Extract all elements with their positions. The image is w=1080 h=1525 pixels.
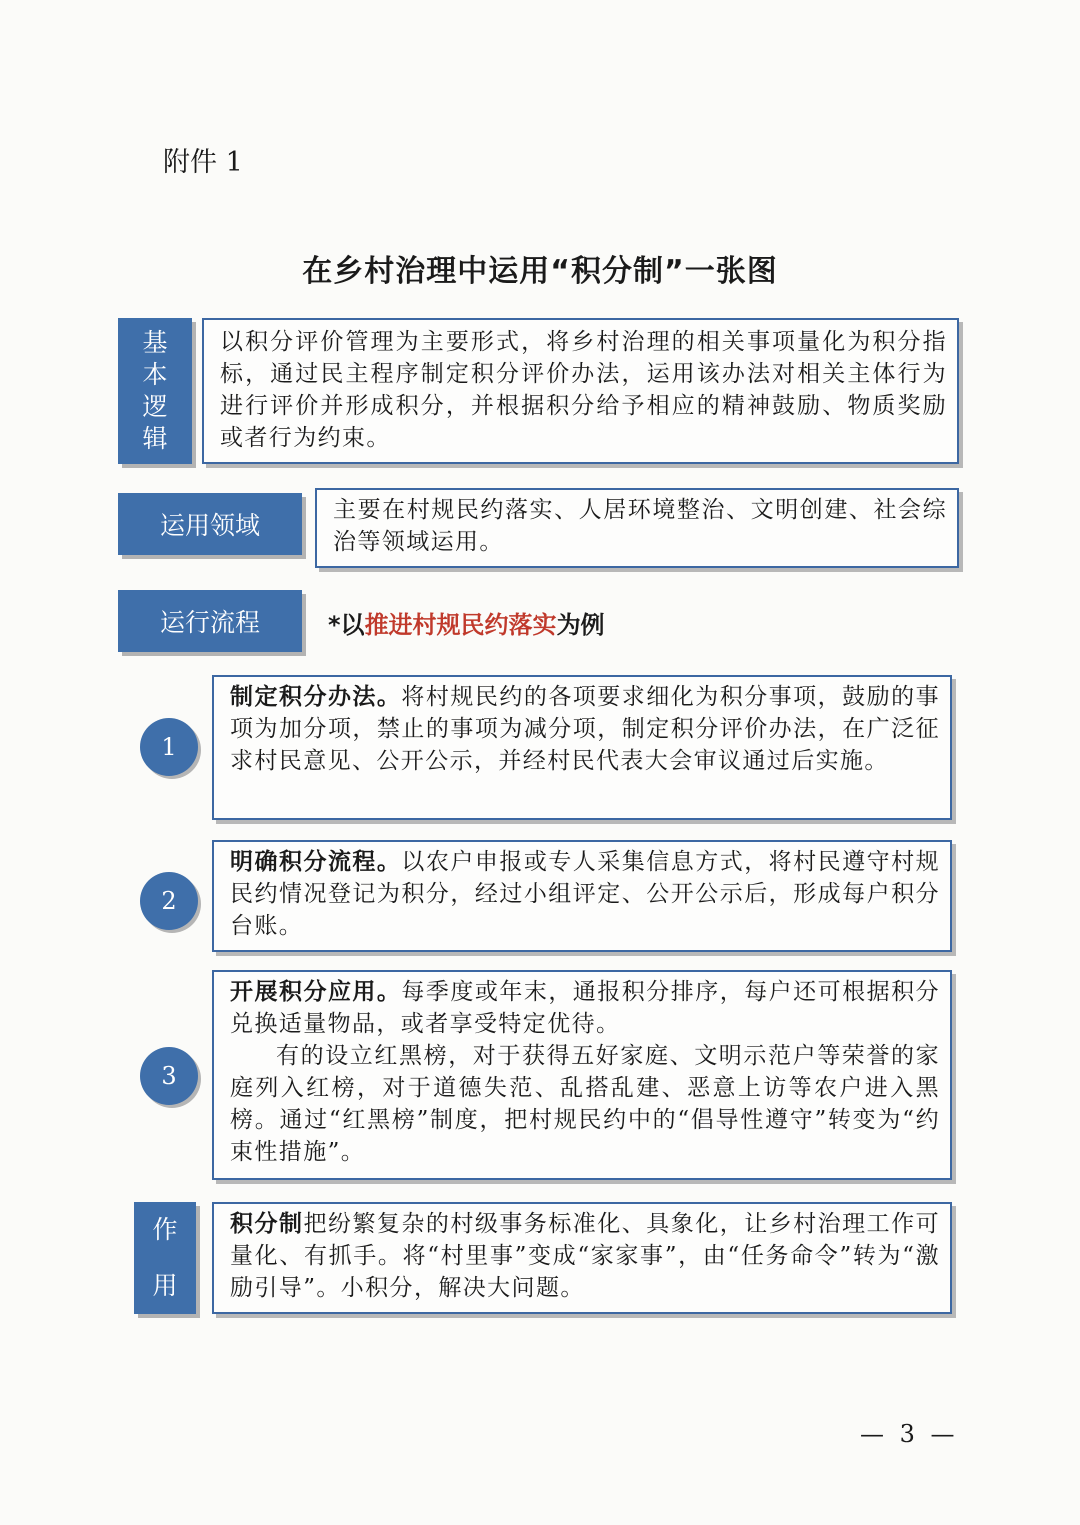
effect-heading: 积分制 [230,1211,304,1237]
effect-label-char: 作 [152,1215,178,1244]
basic-logic-label-char: 逻 [142,392,168,421]
step-1-heading: 制定积分办法。 [230,684,402,710]
application-field-label: 运用领域 [118,493,302,555]
note-prefix: *以 [328,611,365,639]
step-2-heading: 明确积分流程。 [230,849,402,875]
note-suffix: 为例 [556,611,605,639]
step-2-circle [140,872,198,930]
page-title: 在乡村治理中运用“积分制”一张图 [302,254,778,289]
effect-label-char: 用 [152,1271,178,1300]
step-1-text: 将村规民约的各项要求细化为积分事项，鼓励的事项为加分项，禁止的事项为减分项，制定积分评价办法，在广泛征求村民意见、公开公示，并经村民代表大会审议通过后实施。 [230,684,940,774]
step-3-heading: 开展积分应用。 [230,979,402,1005]
step-3-text: 每季度或年末，通报积分排序，每户还可根据积分兑换适量物品，或者享受特定优待。 [230,979,940,1037]
basic-logic-box [202,318,959,464]
step-1-box [212,675,952,820]
step-3-box [212,970,952,1180]
process-label: 运行流程 [118,590,302,652]
annex-label: 附件 1 [163,147,243,178]
note-highlight: 推进村规民约落实 [364,611,557,639]
application-field-box [315,488,959,568]
step-1-circle [140,718,198,776]
application-field-text: 主要在村规民约落实、人居环境整治、文明创建、社会综治等领域运用。 [333,497,947,555]
process-note [328,605,605,640]
basic-logic-label-char: 本 [142,360,168,389]
step-number: 3 [161,1062,177,1090]
effect-label [134,1202,196,1314]
basic-logic-text: 以积分评价管理为主要形式，将乡村治理的相关事项量化为积分指标，通过民主程序制定积分评价办法，运用该办法对相关主体行为进行评价并形成积分，并根据积分给予相应的精神鼓励、物质奖励或者行为约束。 [220,329,947,451]
step-number: 1 [161,733,177,761]
basic-logic-label [118,318,192,464]
step-3-text-2: 有的设立红黑榜，对于获得五好家庭、文明示范户等荣誉的家庭列入红榜，对于道德失范、乱搭乱建、恶意上访等农户进入黑榜。通过“红黑榜”制度，把村规民约中的“倡导性遵守”转变为“约束性措施”。 [230,1043,940,1165]
effect-box [212,1202,952,1314]
step-3-circle [140,1047,198,1105]
effect-text: 把纷繁复杂的村级事务标准化、具象化，让乡村治理工作可量化、有抓手。将“村里事”变成“家家事”，由“任务命令”转为“激励引导”。小积分，解决大问题。 [230,1211,941,1301]
step-2-text: 以农户申报或专人采集信息方式，将村民遵守村规民约情况登记为积分，经过小组评定、公开公示后，形成每户积分台账。 [230,849,940,939]
page-number: — 3 — [860,1420,959,1448]
basic-logic-label-char: 辑 [142,424,168,453]
basic-logic-label-char: 基 [142,328,168,357]
step-number: 2 [161,887,177,915]
step-2-box [212,840,952,952]
